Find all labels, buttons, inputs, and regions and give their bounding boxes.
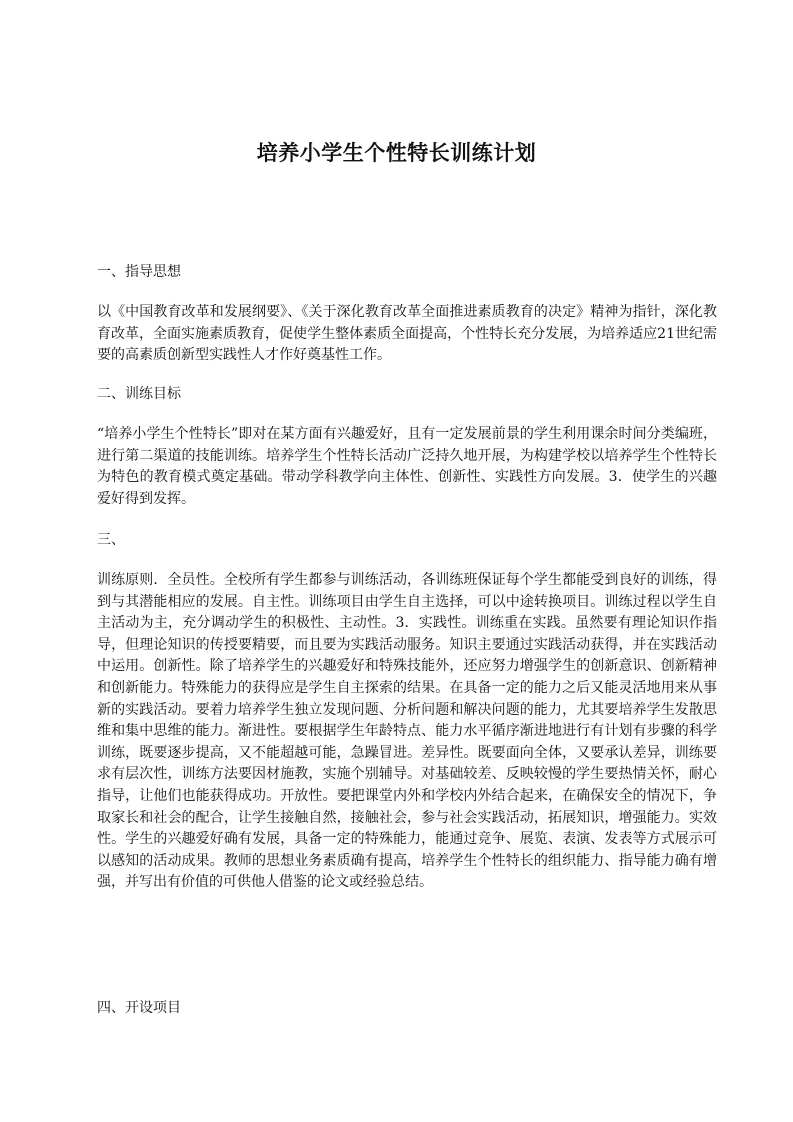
section-heading-training-goals: 二、训练目标 [97,386,181,402]
section-heading-guiding-ideology: 一、指导思想 [97,264,181,280]
section-body-training-principles: 训练原则．全员性。全校所有学生都参与训练活动，各训练班保证每个学生都能受到良好的训练，得到与其潜能相应的发展。自主性。训练项目由学生自主选择，可以中途转换项目。训练过程以学生自主活动为主，充分调动学生的积极性、主动性。3．实践性。训练重在实践。虽然要有理论知识作指导，但理论知识的传授要精要，而且要为实践活动服务。知识主要通过实践活动获得，并在实践活动中运用。创新性。除了培养学生的兴趣爱好和特殊技能外，还应努力增强学生的创新意识、创新精神和创新能力。特殊能力的获得应是学生自主探索的结果。在具备一定的能力之后又能灵活地用来从事新的实践活动。要着力培养学生独立发现问题、分析问题和解决问题的能力，尤其要培养学生发散思维和集中思维的能力。渐进性。要根据学生年龄特点、能力水平循序渐进地进行有计划有步骤的科学训练，既要逐步提高，又不能超越可能，急躁冒进。差异性。既要面向全体，又要承认差异，训练要求有层次性，训练方法要因材施教，实施个别辅导。对基础较差、反映较慢的学生要热情关怀，耐心指导，让他们也能获得成功。开放性。要把课堂内外和学校内外结合起来，在确保安全的情况下，争取家长和社会的配合，让学生接触自然，接触社会，参与社会实践活动，拓展知识，增强能力。实效性。学生的兴趣爱好确有发展，具备一定的特殊能力，能通过竞争、展览、表演、发表等方式展示可以感知的活动成果。教师的思想业务素质确有提高，培养学生个性特长的组织能力、指导能力确有增强，并写出有价值的可供他人借鉴的论文或经验总结。 [97,572,717,891]
section-body-guiding-ideology: 以《中国教育改革和发展纲要》、《关于深化教育改革全面推进素质教育的决定》精神为指针，深化教育改革，全面实施素质教育，促使学生整体素质全面提高，个性特长充分发展，为培养适应21世纪需要的高素质创新型实践性人才作好奠基性工作。 [97,304,717,364]
section-heading-projects: 四、开设项目 [97,1000,181,1016]
section-heading-three: 三、 [97,532,125,548]
document-title: 培养小学生个性特长训练计划 [256,141,537,165]
section-body-training-goals: “培养小学生个性特长”即对在某方面有兴趣爱好，且有一定发展前景的学生利用课余时间分类编班，进行第二渠道的技能训练。培养学生个性特长活动广泛持久地开展，为构建学校以培养学生个性特长为特色的教育模式奠定基础。带动学科教学向主体性、创新性、实践性方向发展。3．使学生的兴趣爱好得到发挥。 [97,426,717,507]
